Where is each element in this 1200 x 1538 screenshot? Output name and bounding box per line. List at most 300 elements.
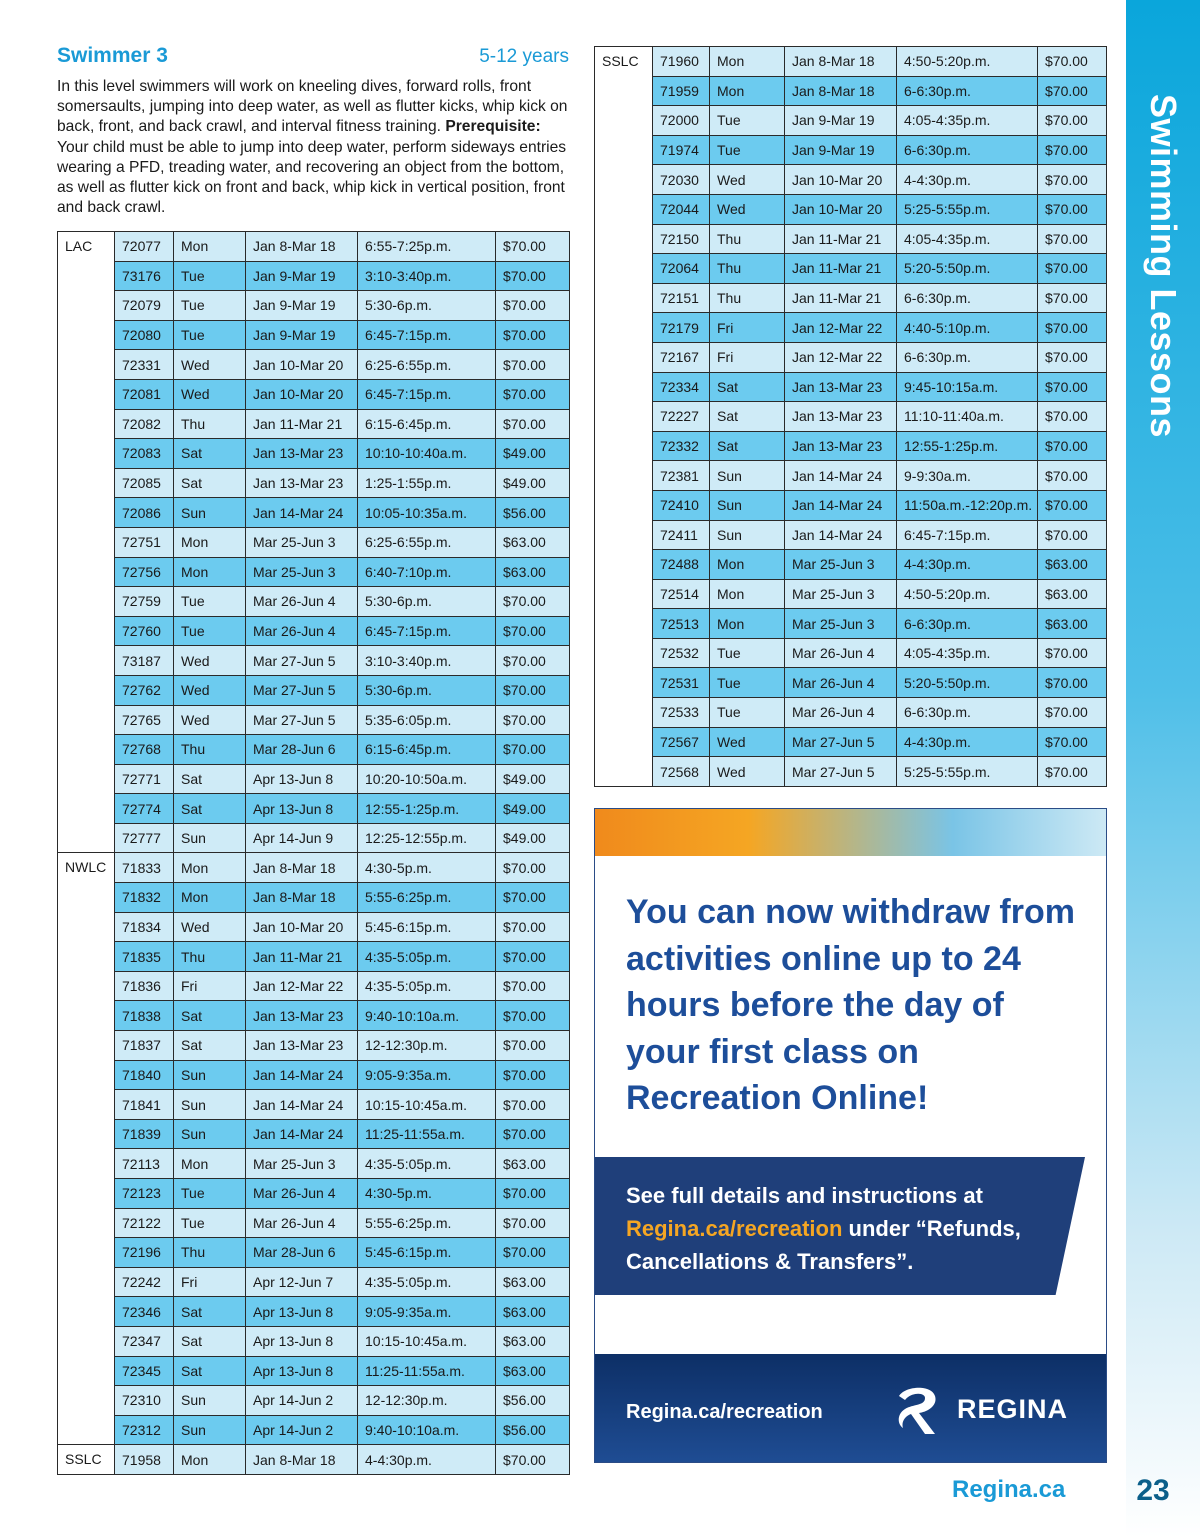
table-row <box>58 1001 570 1031</box>
fee-cell: $63.00 <box>1038 579 1107 609</box>
course-code-cell: 72086 <box>115 498 174 528</box>
table-row <box>595 47 1107 77</box>
fee-cell: $70.00 <box>496 646 570 676</box>
ad-footer <box>595 1354 1106 1463</box>
table-row <box>58 379 570 409</box>
time-cell: 4:35-5:05p.m. <box>358 1149 496 1179</box>
schedule-table-right <box>594 46 1107 787</box>
table-row <box>58 853 570 883</box>
time-cell: 10:10-10:40a.m. <box>358 439 496 469</box>
level-description <box>57 77 572 218</box>
fee-cell: $70.00 <box>1038 135 1107 165</box>
time-cell: 4:50-5:20p.m. <box>897 579 1038 609</box>
time-cell: 11:50a.m.-12:20p.m. <box>897 490 1038 520</box>
fee-cell: $56.00 <box>496 498 570 528</box>
fee-cell: $70.00 <box>496 232 570 262</box>
table-row <box>595 165 1107 195</box>
table-row <box>595 76 1107 106</box>
time-cell: 9:05-9:35a.m. <box>358 1060 496 1090</box>
time-cell: 5:30-6p.m. <box>358 291 496 321</box>
time-cell: 6:40-7:10p.m. <box>358 557 496 587</box>
course-code-cell: 72085 <box>115 468 174 498</box>
fee-cell: $70.00 <box>496 971 570 1001</box>
fee-cell: $70.00 <box>1038 490 1107 520</box>
time-cell: 6-6:30p.m. <box>897 135 1038 165</box>
day-cell: Tue <box>710 638 785 668</box>
course-code-cell: 72345 <box>115 1356 174 1386</box>
day-cell: Sat <box>174 439 246 469</box>
course-code-cell: 72079 <box>115 291 174 321</box>
course-code-cell: 72167 <box>653 342 710 372</box>
table-row <box>595 402 1107 432</box>
time-cell: 11:10-11:40a.m. <box>897 402 1038 432</box>
fee-cell: $70.00 <box>1038 254 1107 284</box>
day-cell: Tue <box>710 106 785 136</box>
course-code-cell: 72777 <box>115 823 174 853</box>
table-row <box>58 409 570 439</box>
time-cell: 12:25-12:55p.m. <box>358 823 496 853</box>
date-range-cell: Mar 26-Jun 4 <box>785 668 897 698</box>
time-cell: 5:45-6:15p.m. <box>358 1238 496 1268</box>
time-cell: 6:15-6:45p.m. <box>358 409 496 439</box>
fee-cell: $70.00 <box>496 1445 570 1475</box>
course-code-cell: 72513 <box>653 609 710 639</box>
fee-cell: $49.00 <box>496 794 570 824</box>
time-cell: 6:45-7:15p.m. <box>897 520 1038 550</box>
day-cell: Sat <box>174 1356 246 1386</box>
table-row <box>595 609 1107 639</box>
table-row <box>58 971 570 1001</box>
fee-cell: $56.00 <box>496 1386 570 1416</box>
course-code-cell: 72765 <box>115 705 174 735</box>
ad-top-stripe <box>595 809 1106 856</box>
day-cell: Tue <box>174 1208 246 1238</box>
date-range-cell: Apr 14-Jun 9 <box>246 823 358 853</box>
course-code-cell: 72759 <box>115 587 174 617</box>
date-range-cell: Jan 10-Mar 20 <box>246 379 358 409</box>
fee-cell: $63.00 <box>1038 550 1107 580</box>
table-row <box>58 587 570 617</box>
table-row <box>595 550 1107 580</box>
day-cell: Sat <box>174 1001 246 1031</box>
ad-headline: You can now withdraw from activities online up to 24 hours before the day of your first class on Recreation Online! <box>626 893 1075 1117</box>
fee-cell: $70.00 <box>1038 668 1107 698</box>
table-row <box>58 557 570 587</box>
day-cell: Sun <box>710 520 785 550</box>
date-range-cell: Mar 26-Jun 4 <box>785 698 897 728</box>
table-row <box>595 313 1107 343</box>
date-range-cell: Jan 9-Mar 19 <box>785 106 897 136</box>
fee-cell: $70.00 <box>496 1001 570 1031</box>
day-cell: Mon <box>174 527 246 557</box>
date-range-cell: Jan 10-Mar 20 <box>785 165 897 195</box>
time-cell: 5:55-6:25p.m. <box>358 883 496 913</box>
table-row <box>58 1445 570 1475</box>
time-cell: 5:45-6:15p.m. <box>358 912 496 942</box>
table-row <box>58 1326 570 1356</box>
fee-cell: $70.00 <box>496 1119 570 1149</box>
time-cell: 4:50-5:20p.m. <box>897 47 1038 77</box>
table-row <box>595 431 1107 461</box>
fee-cell: $70.00 <box>496 705 570 735</box>
date-range-cell: Apr 14-Jun 2 <box>246 1415 358 1445</box>
day-cell: Sun <box>174 1060 246 1090</box>
date-range-cell: Mar 26-Jun 4 <box>246 1179 358 1209</box>
date-range-cell: Jan 11-Mar 21 <box>785 254 897 284</box>
course-code-cell: 72122 <box>115 1208 174 1238</box>
course-code-cell: 72331 <box>115 350 174 380</box>
course-code-cell: 72567 <box>653 727 710 757</box>
fee-cell: $70.00 <box>1038 698 1107 728</box>
table-row <box>58 883 570 913</box>
course-code-cell: 72150 <box>653 224 710 254</box>
location-cell: NWLC <box>58 853 115 1445</box>
date-range-cell: Mar 27-Jun 5 <box>246 646 358 676</box>
day-cell: Mon <box>174 883 246 913</box>
time-cell: 4:30-5p.m. <box>358 1179 496 1209</box>
fee-cell: $70.00 <box>1038 638 1107 668</box>
day-cell: Thu <box>174 1238 246 1268</box>
ad-details-link[interactable]: Regina.ca/recreation <box>626 1216 843 1241</box>
withdraw-online-ad <box>594 808 1107 1463</box>
date-range-cell: Jan 13-Mar 23 <box>246 1001 358 1031</box>
time-cell: 4:35-5:05p.m. <box>358 1267 496 1297</box>
regina-logo-text: REGINA <box>957 1394 1069 1424</box>
course-code-cell: 72077 <box>115 232 174 262</box>
table-row <box>58 1356 570 1386</box>
table-row <box>58 468 570 498</box>
course-code-cell: 71833 <box>115 853 174 883</box>
date-range-cell: Jan 9-Mar 19 <box>246 320 358 350</box>
date-range-cell: Mar 25-Jun 3 <box>246 1149 358 1179</box>
course-code-cell: 72000 <box>653 106 710 136</box>
course-code-cell: 72030 <box>653 165 710 195</box>
course-code-cell: 72113 <box>115 1149 174 1179</box>
table-row <box>58 616 570 646</box>
course-code-cell: 72080 <box>115 320 174 350</box>
prerequisite-text: Your child must be able to jump into deep water, perform sideways entries wearing a PFD, treading water, and recovering an object from the bottom, as well as flutter kick on front and back, whip kick in vertical position, front and back crawl. <box>57 138 567 217</box>
date-range-cell: Jan 13-Mar 23 <box>246 439 358 469</box>
time-cell: 12:55-1:25p.m. <box>358 794 496 824</box>
date-range-cell: Jan 9-Mar 19 <box>785 135 897 165</box>
course-code-cell: 72514 <box>653 579 710 609</box>
course-code-cell: 71959 <box>653 76 710 106</box>
day-cell: Sun <box>174 498 246 528</box>
course-code-cell: 72312 <box>115 1415 174 1445</box>
ad-details-prefix: See full details and instructions at <box>626 1183 983 1208</box>
fee-cell: $70.00 <box>496 587 570 617</box>
time-cell: 12-12:30p.m. <box>358 1031 496 1061</box>
fee-cell: $63.00 <box>496 1149 570 1179</box>
level-title: Swimmer 3 <box>57 44 168 67</box>
time-cell: 6:15-6:45p.m. <box>358 735 496 765</box>
table-row <box>58 1031 570 1061</box>
date-range-cell: Jan 11-Mar 21 <box>246 409 358 439</box>
course-code-cell: 72760 <box>115 616 174 646</box>
course-code-cell: 71837 <box>115 1031 174 1061</box>
date-range-cell: Mar 27-Jun 5 <box>785 727 897 757</box>
date-range-cell: Mar 26-Jun 4 <box>246 587 358 617</box>
time-cell: 4-4:30p.m. <box>358 1445 496 1475</box>
time-cell: 10:05-10:35a.m. <box>358 498 496 528</box>
day-cell: Fri <box>174 1267 246 1297</box>
date-range-cell: Jan 8-Mar 18 <box>246 1445 358 1475</box>
course-code-cell: 72151 <box>653 283 710 313</box>
course-code-cell: 72774 <box>115 794 174 824</box>
page-number: 23 <box>1136 1474 1170 1507</box>
course-code-cell: 72196 <box>115 1238 174 1268</box>
day-cell: Sat <box>174 468 246 498</box>
time-cell: 5:30-6p.m. <box>358 675 496 705</box>
table-row <box>58 1090 570 1120</box>
day-cell: Mon <box>174 853 246 883</box>
day-cell: Thu <box>710 283 785 313</box>
time-cell: 1:25-1:55p.m. <box>358 468 496 498</box>
time-cell: 10:15-10:45a.m. <box>358 1326 496 1356</box>
day-cell: Tue <box>710 668 785 698</box>
table-row <box>58 1179 570 1209</box>
fee-cell: $70.00 <box>1038 757 1107 787</box>
time-cell: 6:25-6:55p.m. <box>358 527 496 557</box>
fee-cell: $70.00 <box>496 1060 570 1090</box>
time-cell: 5:25-5:55p.m. <box>897 757 1038 787</box>
day-cell: Mon <box>174 1445 246 1475</box>
course-code-cell: 71841 <box>115 1090 174 1120</box>
fee-cell: $49.00 <box>496 439 570 469</box>
date-range-cell: Jan 10-Mar 20 <box>246 350 358 380</box>
date-range-cell: Mar 28-Jun 6 <box>246 1238 358 1268</box>
table-row <box>58 1238 570 1268</box>
fee-cell: $70.00 <box>1038 224 1107 254</box>
day-cell: Wed <box>710 757 785 787</box>
date-range-cell: Jan 8-Mar 18 <box>785 76 897 106</box>
course-code-cell: 72064 <box>653 254 710 284</box>
time-cell: 5:55-6:25p.m. <box>358 1208 496 1238</box>
time-cell: 6:45-7:15p.m. <box>358 616 496 646</box>
table-row <box>595 461 1107 491</box>
prerequisite-label: Prerequisite: <box>445 118 541 136</box>
table-row <box>58 1386 570 1416</box>
table-row <box>58 1297 570 1327</box>
day-cell: Thu <box>174 409 246 439</box>
time-cell: 5:35-6:05p.m. <box>358 705 496 735</box>
table-row <box>58 823 570 853</box>
fee-cell: $70.00 <box>496 379 570 409</box>
time-cell: 4:30-5p.m. <box>358 853 496 883</box>
day-cell: Sun <box>710 461 785 491</box>
day-cell: Mon <box>710 47 785 77</box>
day-cell: Tue <box>174 320 246 350</box>
course-code-cell: 72756 <box>115 557 174 587</box>
day-cell: Sun <box>174 1119 246 1149</box>
date-range-cell: Mar 27-Jun 5 <box>785 757 897 787</box>
section-title-text: Swimming Lessons <box>1143 93 1184 439</box>
course-code-cell: 71832 <box>115 883 174 913</box>
day-cell: Fri <box>710 342 785 372</box>
course-code-cell: 72310 <box>115 1386 174 1416</box>
table-row <box>595 224 1107 254</box>
course-code-cell: 72762 <box>115 675 174 705</box>
date-range-cell: Jan 14-Mar 24 <box>246 1090 358 1120</box>
time-cell: 6-6:30p.m. <box>897 283 1038 313</box>
time-cell: 4-4:30p.m. <box>897 165 1038 195</box>
table-row <box>58 232 570 262</box>
course-code-cell: 71840 <box>115 1060 174 1090</box>
table-row <box>58 794 570 824</box>
fee-cell: $70.00 <box>1038 342 1107 372</box>
day-cell: Sat <box>710 372 785 402</box>
time-cell: 5:30-6p.m. <box>358 587 496 617</box>
time-cell: 5:25-5:55p.m. <box>897 194 1038 224</box>
day-cell: Sat <box>174 1326 246 1356</box>
fee-cell: $70.00 <box>1038 76 1107 106</box>
course-code-cell: 72332 <box>653 431 710 461</box>
time-cell: 9:40-10:10a.m. <box>358 1001 496 1031</box>
table-row <box>58 1208 570 1238</box>
fee-cell: $63.00 <box>496 527 570 557</box>
level-age-range: 5-12 years <box>479 46 569 67</box>
table-row <box>58 1267 570 1297</box>
fee-cell: $70.00 <box>496 1208 570 1238</box>
date-range-cell: Jan 12-Mar 22 <box>785 342 897 372</box>
date-range-cell: Jan 13-Mar 23 <box>246 1031 358 1061</box>
day-cell: Thu <box>174 735 246 765</box>
schedule-table-left <box>57 231 570 1475</box>
fee-cell: $70.00 <box>496 1238 570 1268</box>
table-row <box>595 254 1107 284</box>
time-cell: 12:55-1:25p.m. <box>897 431 1038 461</box>
fee-cell: $63.00 <box>496 1267 570 1297</box>
course-code-cell: 72751 <box>115 527 174 557</box>
day-cell: Mon <box>710 609 785 639</box>
course-code-cell: 71834 <box>115 912 174 942</box>
fee-cell: $70.00 <box>496 291 570 321</box>
fee-cell: $70.00 <box>1038 727 1107 757</box>
day-cell: Thu <box>710 224 785 254</box>
day-cell: Wed <box>174 646 246 676</box>
table-row <box>595 135 1107 165</box>
date-range-cell: Mar 28-Jun 6 <box>246 735 358 765</box>
date-range-cell: Jan 8-Mar 18 <box>246 853 358 883</box>
table-row <box>58 735 570 765</box>
time-cell: 3:10-3:40p.m. <box>358 261 496 291</box>
footer-site-link[interactable]: Regina.ca <box>952 1476 1066 1503</box>
time-cell: 6:45-7:15p.m. <box>358 320 496 350</box>
time-cell: 6:25-6:55p.m. <box>358 350 496 380</box>
location-cell: SSLC <box>58 1445 115 1475</box>
table-row <box>58 320 570 350</box>
fee-cell: $70.00 <box>496 350 570 380</box>
day-cell: Tue <box>174 1179 246 1209</box>
day-cell: Wed <box>710 165 785 195</box>
table-row <box>58 291 570 321</box>
course-code-cell: 72771 <box>115 764 174 794</box>
fee-cell: $49.00 <box>496 764 570 794</box>
date-range-cell: Jan 14-Mar 24 <box>246 1119 358 1149</box>
fee-cell: $56.00 <box>496 1415 570 1445</box>
fee-cell: $70.00 <box>1038 165 1107 195</box>
course-code-cell: 72568 <box>653 757 710 787</box>
course-code-cell: 72532 <box>653 638 710 668</box>
course-code-cell: 72410 <box>653 490 710 520</box>
ad-footer-url[interactable]: Regina.ca/recreation <box>626 1401 823 1423</box>
table-row <box>595 668 1107 698</box>
date-range-cell: Jan 9-Mar 19 <box>246 291 358 321</box>
day-cell: Wed <box>174 912 246 942</box>
date-range-cell: Jan 11-Mar 21 <box>785 224 897 254</box>
date-range-cell: Apr 14-Jun 2 <box>246 1386 358 1416</box>
day-cell: Tue <box>174 616 246 646</box>
table-row <box>58 261 570 291</box>
date-range-cell: Mar 27-Jun 5 <box>246 705 358 735</box>
date-range-cell: Jan 14-Mar 24 <box>785 490 897 520</box>
time-cell: 6-6:30p.m. <box>897 698 1038 728</box>
fee-cell: $49.00 <box>496 468 570 498</box>
course-code-cell: 72227 <box>653 402 710 432</box>
table-row <box>58 1060 570 1090</box>
fee-cell: $63.00 <box>496 557 570 587</box>
day-cell: Wed <box>174 675 246 705</box>
date-range-cell: Jan 8-Mar 18 <box>785 47 897 77</box>
day-cell: Wed <box>710 194 785 224</box>
date-range-cell: Jan 11-Mar 21 <box>246 942 358 972</box>
table-row <box>595 727 1107 757</box>
time-cell: 4:35-5:05p.m. <box>358 942 496 972</box>
fee-cell: $70.00 <box>1038 194 1107 224</box>
table-row <box>595 757 1107 787</box>
time-cell: 11:25-11:55a.m. <box>358 1356 496 1386</box>
date-range-cell: Mar 25-Jun 3 <box>785 579 897 609</box>
fee-cell: $70.00 <box>1038 402 1107 432</box>
day-cell: Sun <box>174 823 246 853</box>
course-code-cell: 72346 <box>115 1297 174 1327</box>
fee-cell: $70.00 <box>1038 461 1107 491</box>
date-range-cell: Mar 26-Jun 4 <box>246 616 358 646</box>
date-range-cell: Jan 8-Mar 18 <box>246 232 358 262</box>
time-cell: 10:20-10:50a.m. <box>358 764 496 794</box>
time-cell: 6-6:30p.m. <box>897 76 1038 106</box>
day-cell: Sun <box>174 1415 246 1445</box>
day-cell: Mon <box>710 76 785 106</box>
course-code-cell: 71838 <box>115 1001 174 1031</box>
day-cell: Thu <box>710 254 785 284</box>
time-cell: 11:25-11:55a.m. <box>358 1119 496 1149</box>
date-range-cell: Jan 9-Mar 19 <box>246 261 358 291</box>
date-range-cell: Jan 12-Mar 22 <box>785 313 897 343</box>
time-cell: 6-6:30p.m. <box>897 609 1038 639</box>
date-range-cell: Jan 13-Mar 23 <box>785 402 897 432</box>
day-cell: Mon <box>174 232 246 262</box>
time-cell: 5:20-5:50p.m. <box>897 254 1038 284</box>
day-cell: Fri <box>174 971 246 1001</box>
date-range-cell: Jan 14-Mar 24 <box>785 461 897 491</box>
date-range-cell: Jan 14-Mar 24 <box>785 520 897 550</box>
table-row <box>58 1149 570 1179</box>
day-cell: Sat <box>174 1031 246 1061</box>
table-row <box>58 350 570 380</box>
table-row <box>58 705 570 735</box>
date-range-cell: Jan 8-Mar 18 <box>246 883 358 913</box>
day-cell: Mon <box>710 550 785 580</box>
time-cell: 4:05-4:35p.m. <box>897 638 1038 668</box>
day-cell: Thu <box>174 942 246 972</box>
course-code-cell: 72082 <box>115 409 174 439</box>
day-cell: Mon <box>174 557 246 587</box>
fee-cell: $70.00 <box>496 409 570 439</box>
time-cell: 4:05-4:35p.m. <box>897 106 1038 136</box>
course-code-cell: 72488 <box>653 550 710 580</box>
time-cell: 6:45-7:15p.m. <box>358 379 496 409</box>
